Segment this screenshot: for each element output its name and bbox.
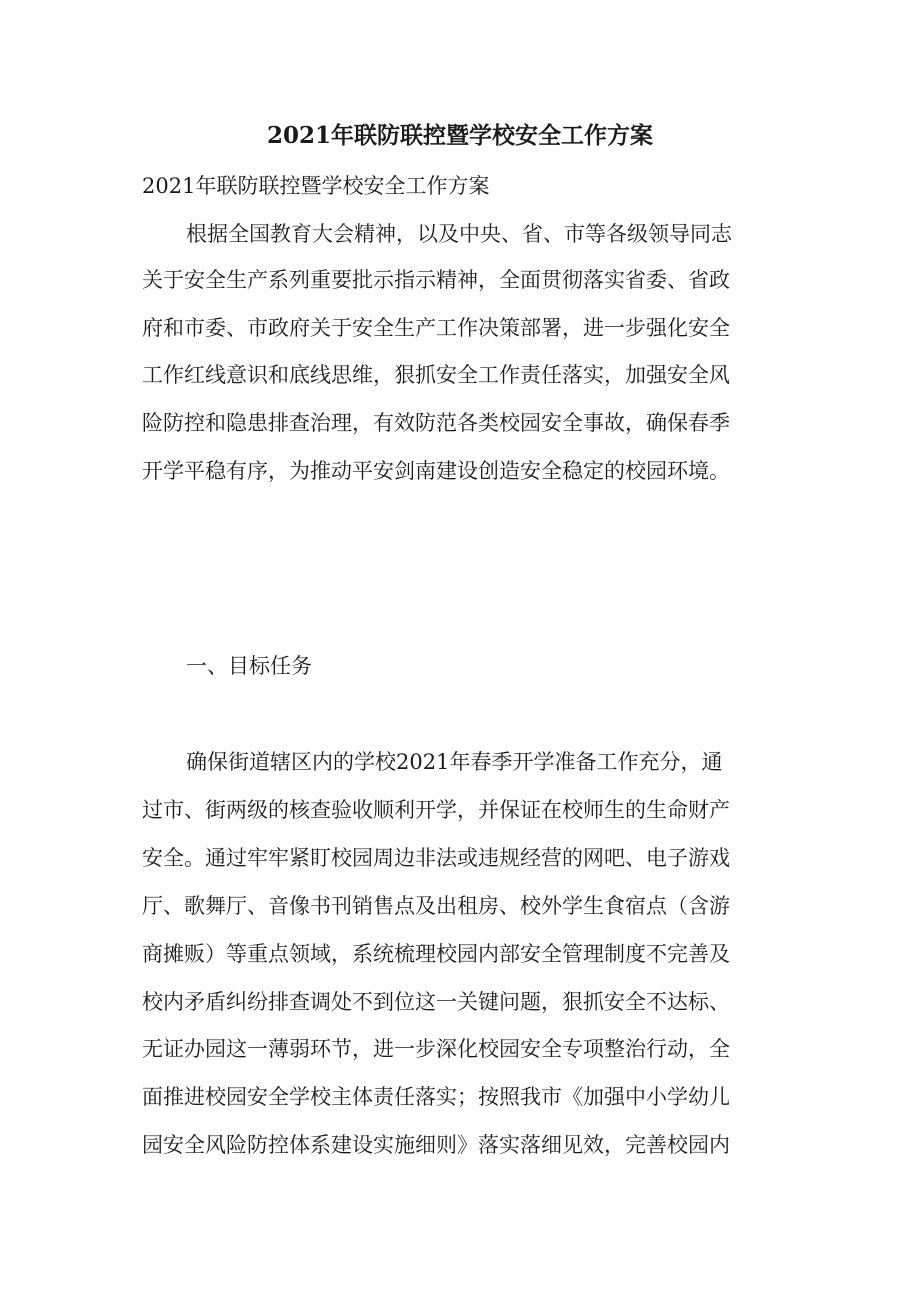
document-title: 2021年联防联控暨学校安全工作方案 [266,122,653,149]
body-line: 园安全风险防控体系建设实施细则》落实落细见效，完善校园内 [142,1133,730,1157]
body-line: 厅、歌舞厅、音像书刊销售点及出租房、校外学生食宿点（含游 [142,894,730,918]
body-line: 确保街道辖区内的学校2021年春季开学准备工作充分，通 [186,750,723,774]
intro-line: 开学平稳有序，为推动平安剑南建设创造安全稳定的校园环境。 [142,459,730,483]
intro-line: 府和市委、市政府关于安全生产工作决策部署，进一步强化安全 [142,316,730,340]
body-line: 过市、街两级的核查验收顺利开学，并保证在校师生的生命财产 [142,798,730,822]
body-line: 面推进校园安全学校主体责任落实；按照我市《加强中小学幼儿 [142,1085,730,1109]
body-line: 安全。通过牢牢紧盯校园周边非法或违规经营的网吧、电子游戏 [142,846,730,870]
section-heading: 一、目标任务 [186,654,312,678]
intro-line: 险防控和隐患排查治理，有效防范各类校园安全事故，确保春季 [142,411,730,435]
body-line: 校内矛盾纠纷排查调处不到位这一关键问题，狠抓安全不达标、 [142,990,730,1014]
body-line: 商摊贩）等重点领域，系统梳理校园内部安全管理制度不完善及 [142,942,730,966]
intro-line: 根据全国教育大会精神，以及中央、省、市等各级领导同志 [186,222,732,246]
intro-line: 工作红线意识和底线思维，狠抓安全工作责任落实，加强安全风 [142,363,730,387]
body-line: 无证办园这一薄弱环节，进一步深化校园安全专项整治行动，全 [142,1037,730,1061]
document-subtitle: 2021年联防联控暨学校安全工作方案 [142,174,490,198]
intro-line: 关于安全生产系列重要批示指示精神，全面贯彻落实省委、省政 [142,268,730,292]
